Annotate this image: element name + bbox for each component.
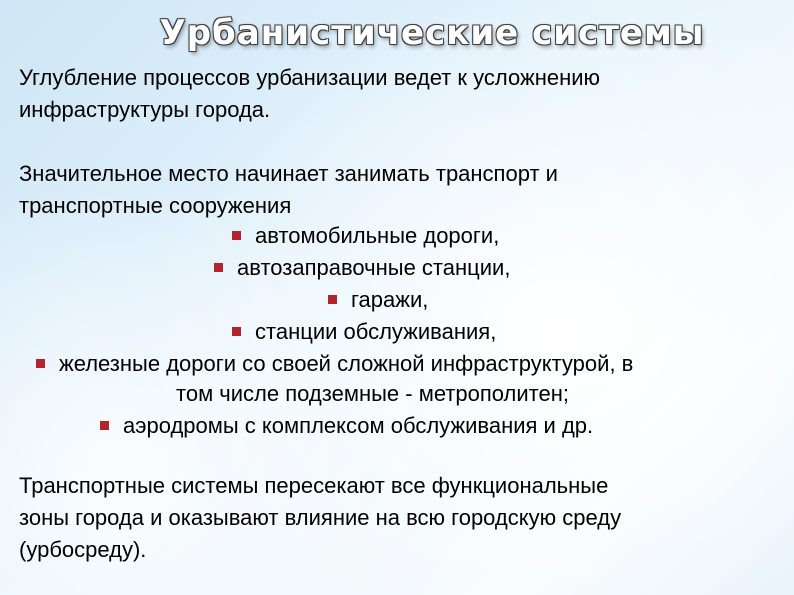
list-item-text: станции обслуживания, [255, 319, 497, 344]
list-item-airfields [100, 410, 593, 442]
square-bullet-icon [36, 359, 45, 368]
list-item-continuation: том числе подземные - метрополитен; [176, 381, 569, 406]
list-item-text: автозаправочные станции, [237, 255, 511, 280]
slide-title: Урбанистические системы [159, 13, 705, 53]
paragraph-transport-systems [19, 470, 779, 566]
square-bullet-icon [232, 327, 241, 336]
list-item-text: гаражи, [351, 287, 429, 312]
paragraph-line: Транспортные системы пересекают все функциональные [19, 473, 609, 498]
list-item-text: автомобильные дороги, [255, 223, 500, 248]
paragraph-line: Углубление процессов урбанизации ведет к усложнению [19, 65, 601, 90]
list-item-roads [232, 220, 499, 252]
list-item-service-stations [232, 316, 496, 348]
list-item-railways [36, 348, 633, 380]
list-item-text: аэродромы с комплексом обслуживания и др. [123, 413, 594, 438]
square-bullet-icon [214, 263, 223, 272]
paragraph-urbanization [19, 62, 779, 126]
paragraph-line: зоны города и оказывают влияние на всю городскую среду [19, 505, 622, 530]
paragraph-line: транспортные сооружения [19, 193, 292, 218]
square-bullet-icon [232, 231, 241, 240]
square-bullet-icon [328, 295, 337, 304]
paragraph-line: инфраструктуры города. [19, 97, 271, 122]
list-item-garages [328, 284, 428, 316]
square-bullet-icon [100, 421, 109, 430]
paragraph-line: (урбосреду). [19, 537, 147, 562]
list-item-gas-stations [214, 252, 510, 284]
paragraph-line: Значительное место начинает занимать транспорт и [19, 161, 558, 186]
list-item-text: железные дороги со своей сложной инфраструктурой, в [59, 351, 634, 376]
paragraph-transport [19, 158, 779, 222]
